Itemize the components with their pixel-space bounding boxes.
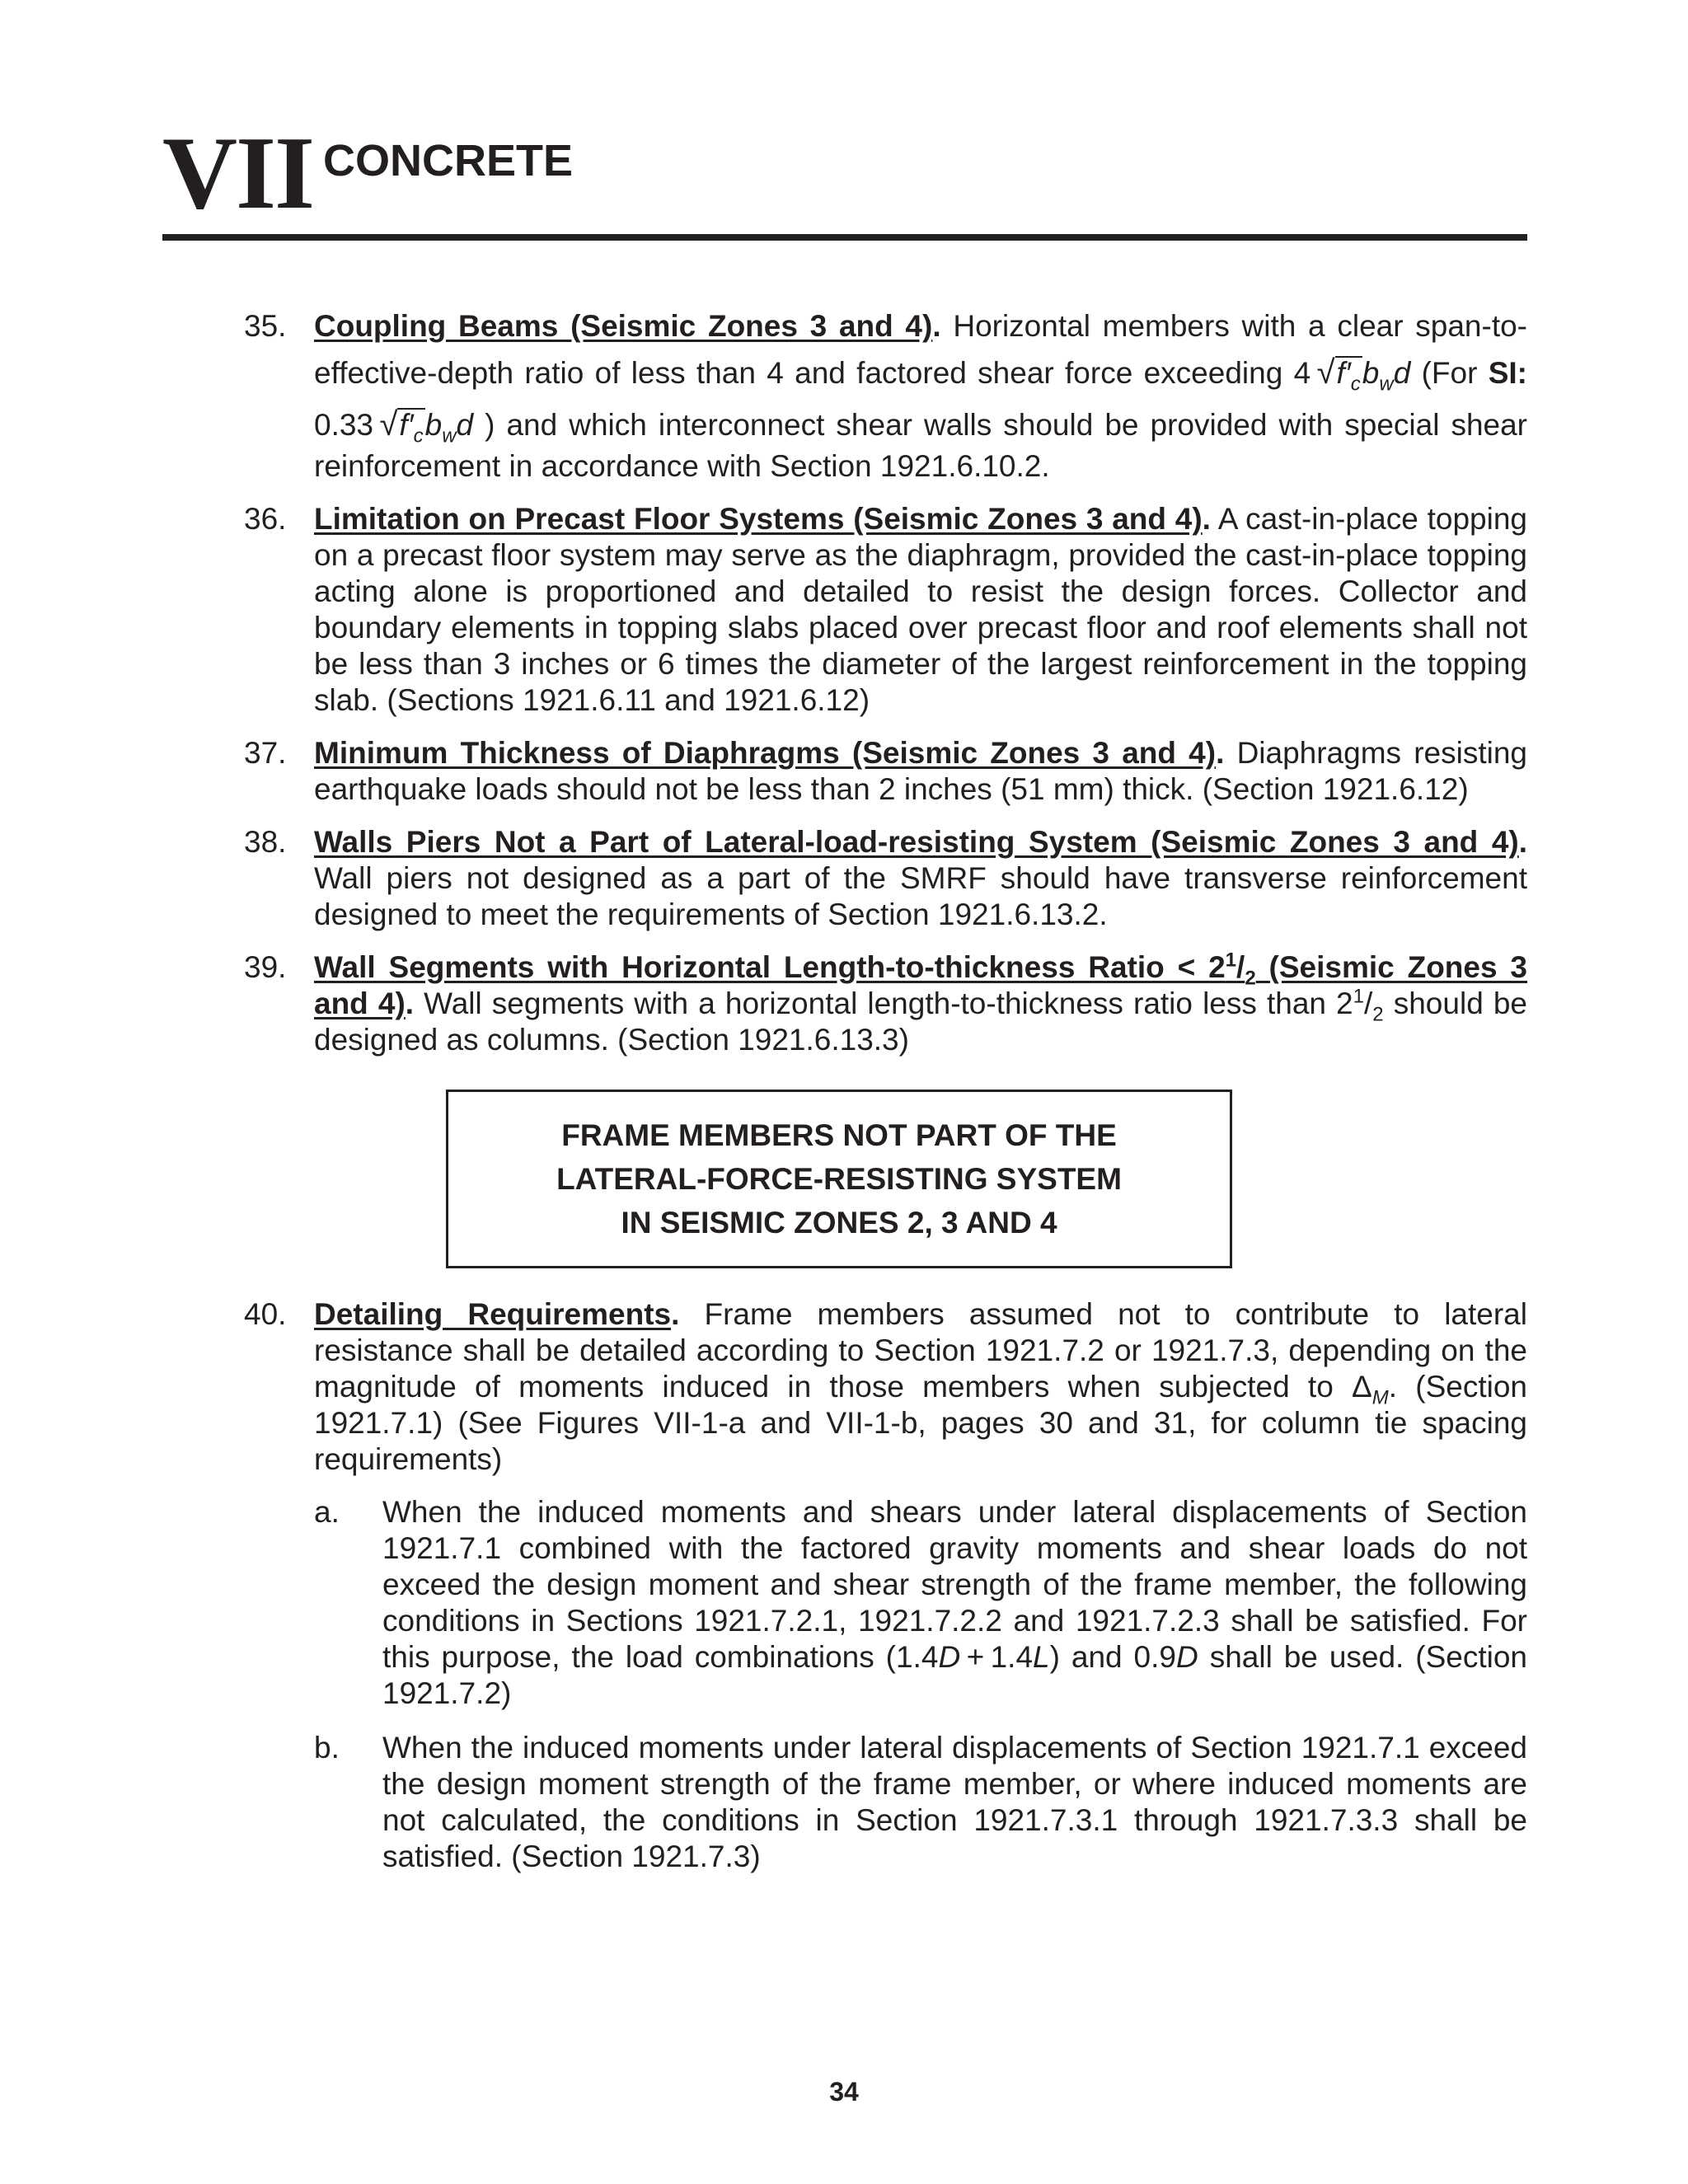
item-38: 38. Walls Piers Not a Part of Lateral-load-resisting System (Seismic Zones 3 and 4). Wall piers not designed as a part of the SMRF should have transverse reinforcement designed to meet the requirements of Section 1921.6.13.2.	[244, 825, 1527, 931]
chapter-title: CONCRETE	[323, 136, 574, 185]
item-number: 37.	[244, 736, 287, 770]
subitem-b	[314, 1730, 1527, 1875]
subitem-text: When the induced moments under lateral displacements of Section 1921.7.1 exceed the design moment strength of the frame member, or where induced moments are not calculated, the conditions in Section 1921.7.3.1 through 1921.7.3.3 shall be satisfied. (Section 1921.7.3)	[382, 1731, 1527, 1873]
item-number: 38.	[244, 825, 287, 859]
item-35: 35. Coupling Beams (Seismic Zones 3 and 4). Horizontal members with a clear span-to-effective-depth ratio of less than 4 and factored shear force exceeding 4 $√f'_cb_wd$ (For SI: 0.33 $√f'_cb_wd$ ) and which interconnect shear walls should be provided with special shear reinforcement in accordance with Section 1921.6.10.2.	[244, 309, 1528, 483]
item-36: 36. Limitation on Precast Floor Systems (Seismic Zones 3 and 4). A cast-in-place topping on a precast floor system may serve as the diaphragm, provided the cast-in-place topping acting alone is proportioned and detailed to resist the design forces. Collector and boundary elements in topping slabs placed over precast floor and roof elements shall not be less than 3 inches or 6 times the diameter of the largest reinforcement in the topping slab. (Sections 1921.6.11 and 1921.6.12)	[244, 502, 1527, 717]
item-title: Wall Segments with Horizontal Length-to-thickness Ratio < $2^1/_2$ (Seismic Zones 3 and 4)	[314, 949, 1527, 1020]
box-line: IN SEISMIC ZONES 2, 3 AND 4	[621, 1206, 1057, 1240]
item-40: 40. Detailing Requirements. Frame members assumed not to contribute to lateral resistance shall be detailed according to Section 1921.7.2 or 1921.7.3, depending on the magnitude of moments induced in those members when subjected to $\Delta_M$. (Section 1921.7.1) (See Figures VII-1-a and VII-1-b, pages 30 and 31, for column tie spacing requirements)	[244, 1297, 1528, 1476]
shear-formula: 4 $√f'_cb_wd$	[1293, 354, 1411, 396]
item-37: 37. Minimum Thickness of Diaphragms (Seismic Zones 3 and 4). Diaphragms resisting earthquake loads should not be less than 2 inches (51 mm) thick. (Section 1921.6.12)	[244, 736, 1528, 806]
item-text: Frame members assumed not to contribute to lateral resistance shall be detailed according to Section 1921.7.2 or 1921.7.3, depending on the magnitude of moments induced in those members when subjected to	[314, 1297, 1527, 1404]
subitem-label: a.	[314, 1495, 340, 1529]
subitem-a: a. When the induced moments and shears under lateral displacements of Section 1921.7.1 combined with the factored gravity moments and shear loads do not exceed the design moment and shear strength of the frame member, the following conditions in Sections 1921.7.2.1, 1921.7.2.2 and 1921.7.2.3 shall be satisfied. For this purpose, the load combinations (1.4D + 1.4L) and 0.9D shall be used. (Section 1921.7.2)	[314, 1495, 1528, 1710]
item-number: 36.	[244, 502, 287, 536]
si-shear-formula: 0.33 $√f'_cb_wd$	[314, 406, 474, 448]
item-text: Wall piers not designed as a part of the SMRF should have transverse reinforcement designed to meet the requirements of Section 1921.6.13.2.	[314, 861, 1527, 931]
item-number: 39.	[244, 950, 287, 984]
delta-m-symbol: $\Delta_M$.	[1352, 1370, 1398, 1409]
section-heading-box	[446, 1090, 1232, 1268]
item-title: Detailing Requirements	[314, 1297, 672, 1331]
item-title: Walls Piers Not a Part of Lateral-load-resisting System (Seismic Zones 3 and 4)	[314, 825, 1519, 859]
item-text: Diaphragms resisting earthquake loads should not be less than 2 inches (51 mm) thick. (Section 1921.6.12)	[314, 736, 1528, 806]
item-title: Minimum Thickness of Diaphragms (Seismic Zones 3 and 4)	[314, 736, 1217, 770]
item-text-cont: ) and which interconnect shear walls should be provided with special shear reinforcement in accordance with Section 1921.6.10.2.	[314, 408, 1528, 483]
item-title: Coupling Beams (Seismic Zones 3 and 4)	[314, 309, 933, 343]
subitem-text: When the induced moments and shears under lateral displacements of Section 1921.7.1 combined with the factored gravity moments and shear loads do not exceed the design moment and shear strength of the frame member, the following conditions in Sections 1921.7.2.1, 1921.7.2.2 and 1921.7.2.3 shall be satisfied. For this purpose, the load combinations (1.4	[382, 1495, 1527, 1674]
item-title: Limitation on Precast Floor Systems (Seismic Zones 3 and 4)	[314, 502, 1203, 536]
subitem-text-cont: shall be used. (Section 1921.7.2)	[382, 1640, 1528, 1710]
header-rule	[162, 234, 1527, 241]
item-number: 40.	[244, 1297, 287, 1331]
box-line: FRAME MEMBERS NOT PART OF THE	[561, 1118, 1117, 1152]
item-number: 35.	[244, 309, 287, 343]
item-text-cont: (Section 1921.7.1) (See Figures VII-1-a and VII-1-b, pages 30 and 31, for column tie spacing requirements)	[314, 1370, 1528, 1476]
subitem-label: b.	[314, 1731, 340, 1765]
item-39: 39. Wall Segments with Horizontal Length-to-thickness Ratio < $2^1/_2$ (Seismic Zones 3 and 4). Wall segments with a horizontal length-to-thickness ratio less than $2^1/_2$ should be designed as columns. (Section 1921.6.13.3)	[244, 949, 1528, 1057]
page-content	[244, 308, 1527, 1893]
chapter-roman-numeral: VII	[162, 116, 314, 231]
item-text: Horizontal members with a clear span-to-effective-depth ratio of less than 4 and factored shear force exceeding	[314, 309, 1527, 390]
item-text: A cast-in-place topping on a precast floor system may serve as the diaphragm, provided the cast-in-place topping acting alone is proportioned and detailed to resist the design forces. Collector and boundary elements in topping slabs placed over precast floor and roof elements shall not be less than 3 inches or 6 times the diameter of the largest reinforcement in the topping slab. (Sections 1921.6.11 and 1921.6.12)	[314, 502, 1527, 717]
page-number: 34	[829, 2077, 859, 2107]
box-line: LATERAL-FORCE-RESISTING SYSTEM	[556, 1162, 1122, 1196]
item-text: Wall segments with a horizontal length-to-thickness ratio less than $2^1/_2$ should be designed as columns. (Section 1921.6.13.3)	[314, 985, 1528, 1057]
